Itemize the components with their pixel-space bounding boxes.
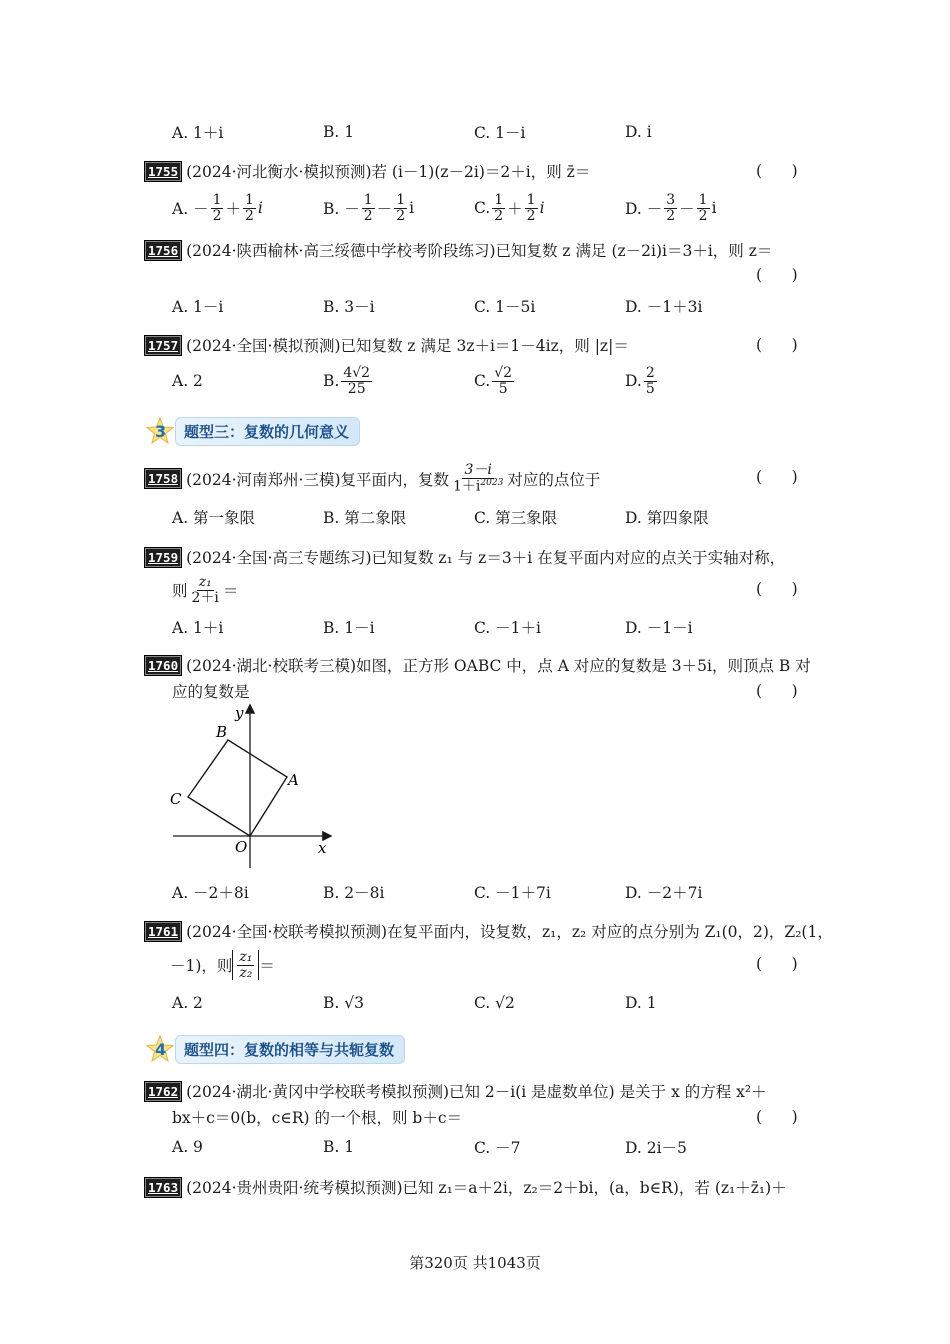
option-b: B. 1－i (323, 619, 375, 637)
option-a: A. 1＋i (172, 124, 224, 142)
label-a: A (288, 771, 299, 789)
option-d: D. －2＋7i (625, 884, 703, 902)
option-c: C. －1＋i (474, 619, 541, 637)
question-text: (2024·湖北·黄冈中学校联考模拟预测)已知 2－i(i 是虚数单位) 是关于 x 的方程 x²＋ (186, 1083, 767, 1101)
option-b: B. $\frac{4√2}{25}$ (323, 364, 371, 397)
question-number: 1761 (145, 922, 181, 941)
option-d: D. － $\frac{3}{2}$ － $\frac{1}{2}$ i (625, 191, 717, 224)
option-b: B. 第二象限 (323, 509, 407, 527)
section-heading-3 (145, 416, 360, 446)
answer-blank: ( ) (756, 336, 798, 354)
answer-blank: ( ) (756, 266, 798, 284)
option-c: C. －7 (474, 1139, 521, 1157)
question-text: (2024·全国·高三专题练习)已知复数 z₁ 与 z＝3＋i 在复平面内对应的点关于实轴对称， (186, 549, 786, 567)
question-1756 (145, 239, 815, 261)
option-a: A. 1－i (172, 298, 224, 316)
option-d: D. 1 (625, 994, 657, 1012)
option-c: C. √2 (474, 994, 515, 1012)
section-title: 题型三：复数的几何意义 (175, 417, 360, 446)
answer-blank: ( ) (756, 580, 798, 598)
question-number: 1757 (145, 336, 181, 355)
option-c: C. 1－i (474, 124, 526, 142)
option-d: D. i (625, 123, 652, 141)
question-number: 1762 (145, 1082, 181, 1101)
option-a: A. 2 (172, 994, 203, 1012)
page-footer: 第320页 共1043页 (409, 1254, 541, 1272)
option-a: A. 9 (172, 1138, 203, 1156)
star-badge-icon: 4 (145, 1034, 175, 1064)
question-number: 1758 (145, 469, 181, 488)
options-row-prev (172, 117, 812, 147)
option-c: C. $\frac{√2}{5}$ (474, 364, 513, 397)
square-figure (160, 700, 340, 875)
option-d: D. 2i－5 (625, 1139, 687, 1157)
question-number: 1760 (145, 656, 181, 675)
section-heading-4 (145, 1034, 405, 1064)
options-1757 (172, 363, 812, 399)
label-x: x (318, 839, 327, 857)
option-c: C. $\frac{1}{2}$ ＋ $\frac{1}{2}$ i (474, 191, 545, 224)
question-text-tail: 对应的点位于 (507, 470, 601, 489)
answer-blank: ( ) (756, 468, 798, 486)
question-1759 (145, 546, 815, 568)
options-1756 (172, 291, 812, 321)
option-a: A. － $\frac{1}{2}$ ＋ $\frac{1}{2}$ i (172, 191, 263, 224)
question-1755 (145, 160, 815, 182)
options-1758 (172, 502, 812, 532)
option-b: B. － $\frac{1}{2}$ － $\frac{1}{2}$ i (323, 191, 415, 224)
option-c: C. －1＋7i (474, 884, 551, 902)
fraction: $\frac{3-i}{1+i^{2023}}$ (453, 462, 504, 495)
question-text: (2024·全国·模拟预测)已知复数 z 满足 3z＋i＝1－4iz，则 |z|＝ (186, 337, 629, 355)
question-number: 1756 (145, 241, 181, 260)
question-1763 (145, 1176, 815, 1198)
option-b: B. 1 (323, 123, 355, 141)
label-b: B (216, 723, 228, 741)
option-a: A. 1＋i (172, 619, 224, 637)
star-badge-icon: 3 (145, 416, 175, 446)
question-1759-line2: 则 $\frac{\text{z₁}}{2+i}$ ＝ (172, 573, 239, 606)
question-1757 (145, 334, 815, 356)
option-d: D. －1－i (625, 619, 693, 637)
option-c: C. 1－5i (474, 298, 536, 316)
question-number: 1755 (145, 162, 181, 181)
square-oabc (188, 740, 287, 836)
option-c: C. 第三象限 (474, 509, 558, 527)
question-text: (2024·河南郑州·三模)复平面内，复数 (186, 470, 450, 489)
options-1761 (172, 988, 812, 1018)
options-1762 (172, 1132, 812, 1162)
option-d: D. －1＋3i (625, 298, 703, 316)
option-a: A. 2 (172, 372, 203, 390)
option-d: D. $\frac{2}{5}$ (625, 364, 655, 397)
question-1762-line2: bx＋c＝0(b，c∈R) 的一个根，则 b＋c＝ (172, 1109, 463, 1127)
question-text: (2024·河北衡水·模拟预测)若 (i－1)(z－2i)＝2＋i，则 z̄＝ (186, 163, 591, 181)
question-text: (2024·陕西榆林·高三绥德中学校考阶段练习)已知复数 z 满足 (z－2i)i＝3＋i，则 z＝ (186, 242, 773, 260)
question-number: 1759 (145, 548, 181, 567)
answer-blank: ( ) (756, 162, 798, 180)
question-text: (2024·全国·校联考模拟预测)在复平面内，设复数，z₁，z₂ 对应的点分别为 Z₁(0，2)，Z₂(1， (186, 923, 833, 941)
question-text: (2024·贵州贵阳·统考模拟预测)已知 z₁＝a＋2i，z₂＝2＋bi，(a，b∈R)，若 (z₁＋z̄₁)＋ (186, 1179, 787, 1197)
option-b: B. 3－i (323, 298, 375, 316)
label-o: O (235, 838, 248, 856)
question-number: 1763 (145, 1178, 181, 1197)
label-c: C (170, 790, 182, 808)
question-1761 (145, 920, 833, 942)
options-1755 (172, 191, 812, 225)
answer-blank: ( ) (756, 955, 798, 973)
option-d: D. 第四象限 (625, 509, 709, 527)
option-b: B. 1 (323, 1138, 355, 1156)
question-1760-line2: 应的复数是 (172, 683, 250, 701)
label-y: y (235, 704, 244, 722)
option-a: A. 第一象限 (172, 509, 256, 527)
answer-blank: ( ) (756, 1108, 798, 1126)
question-1762 (145, 1080, 815, 1102)
section-title: 题型四：复数的相等与共轭复数 (175, 1035, 405, 1064)
options-1759 (172, 612, 812, 642)
question-text: (2024·湖北·校联考三模)如图，正方形 OABC 中，点 A 对应的复数是 3＋5i，则顶点 B 对 (186, 657, 811, 675)
question-1760 (145, 654, 815, 676)
options-1760 (172, 877, 812, 907)
answer-blank: ( ) (756, 682, 798, 700)
option-b: B. √3 (323, 994, 364, 1012)
option-b: B. 2－8i (323, 884, 385, 902)
question-1761-line2: －1)，则 $\frac{\text{z₁}}{\text{z₂}}$ ＝ (170, 948, 275, 981)
question-1758 (145, 463, 815, 494)
option-a: A. －2＋8i (172, 884, 249, 902)
